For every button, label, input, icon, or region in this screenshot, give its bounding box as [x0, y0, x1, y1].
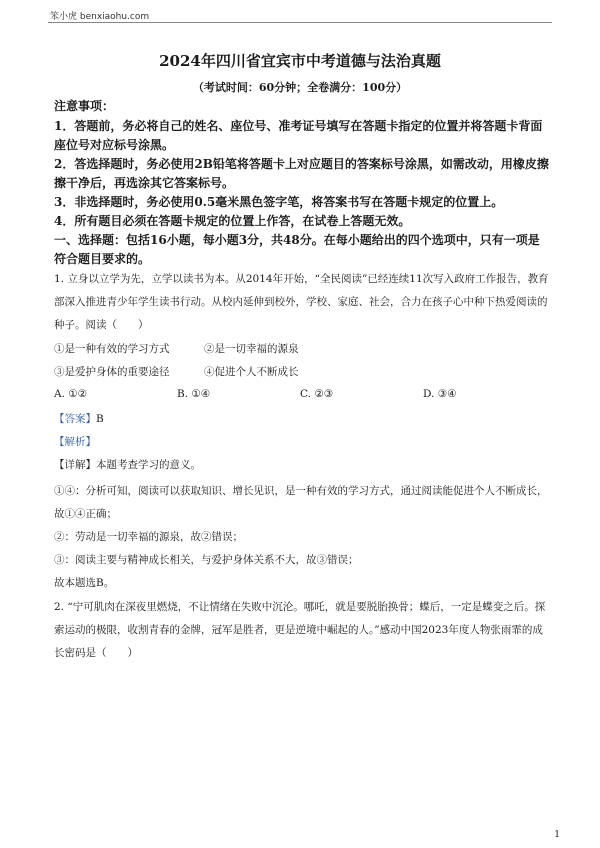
q1-option-d: D. ③④	[423, 388, 457, 400]
q1-statement-2: ②是一切幸福的源泉	[204, 343, 299, 355]
q1-statement-1: ①是一种有效的学习方式	[54, 343, 170, 355]
note-item-2: 2．答选择题时，务必使用2B铅笔将答题卡上对应题目的答案标号涂黑，如需改动，用橡皮擦擦干净后，再选涂其它答案标号。	[54, 157, 549, 190]
explanation-3: ③：阅读主要与精神成长相关，与爱护身体关系不大，故③错误；	[54, 554, 359, 566]
detail-text: 本题考查学习的意义。	[96, 459, 201, 471]
note-item-4: 4．所有题目必须在答题卡规定的位置上作答，在试卷上答题无效。	[54, 214, 411, 228]
note-item-3: 3．非选择题时，务必使用0.5毫米黑色签字笔，将答案书写在答题卡规定的位置上。	[54, 195, 504, 209]
site-header: 笨小虎 benxiaohu.com	[50, 12, 150, 22]
answer-value: B	[96, 413, 104, 425]
q1-option-b: B. ①④	[177, 388, 211, 400]
note-item-1: 1．答题前，务必将自己的姓名、座位号、准考证号填写在答题卡指定的位置并将答题卡背面座位号对应标号涂黑。	[54, 119, 543, 152]
q1-detail	[54, 457, 201, 472]
detail-label: 【详解】	[54, 459, 96, 471]
analysis-label: 【解析】	[54, 436, 96, 448]
section-heading: 一、选择题：包括16小题，每小题3分，共48分。在每小题给出的四个选项中，只有一项是符合题目要求的。	[54, 233, 540, 266]
question-1-stem: 1. 立身以立学为先，立学以读书为本。从2014年开始，“全民阅读”已经连续11次写入政府工作报告，教育部深入推进青少年学生读书行动。从校内延伸到校外，学校、家庭、社会，合力在孩子心中种下热爱阅读的种子。阅读（ ）	[54, 273, 549, 331]
explanation-1: ①④：分析可知，阅读可以获取知识、增长见识，是一种有效的学习方式，通过阅读能促进个人不断成长，故①④正确；	[54, 485, 548, 520]
header-rule	[48, 22, 552, 23]
notes-heading: 注意事项：	[54, 99, 115, 113]
q1-option-a: A. ①②	[54, 388, 88, 400]
page-number: 1	[554, 830, 560, 840]
q1-statement-4: ④促进个人不断成长	[204, 366, 299, 378]
question-2-stem: 2. “宁可肌肉在深夜里燃烧，不让情绪在失败中沉沦。哪吒，就是要脱胎换骨；蝶后，一定是蝶变之后。探索运动的极限，收割青春的金牌，冠军是胜者，更是逆境中崛起的人。”感动中国2023年度人物张雨霏的成长密码是（ ）	[54, 601, 546, 659]
explanation-2: ②：劳动是一切幸福的源泉，故②错误；	[54, 531, 243, 543]
exam-info: （考试时间：60分钟；全卷满分：100分）	[192, 81, 408, 94]
q1-statement-3: ③是爱护身体的重要途径	[54, 366, 170, 378]
answer-label: 【答案】	[54, 413, 96, 425]
q1-option-c: C. ②③	[300, 388, 334, 400]
page-title: 2024年四川省宜宾市中考道德与法治真题	[159, 52, 441, 70]
explanation-4: 故本题选B。	[54, 577, 115, 589]
q1-answer	[54, 411, 104, 426]
